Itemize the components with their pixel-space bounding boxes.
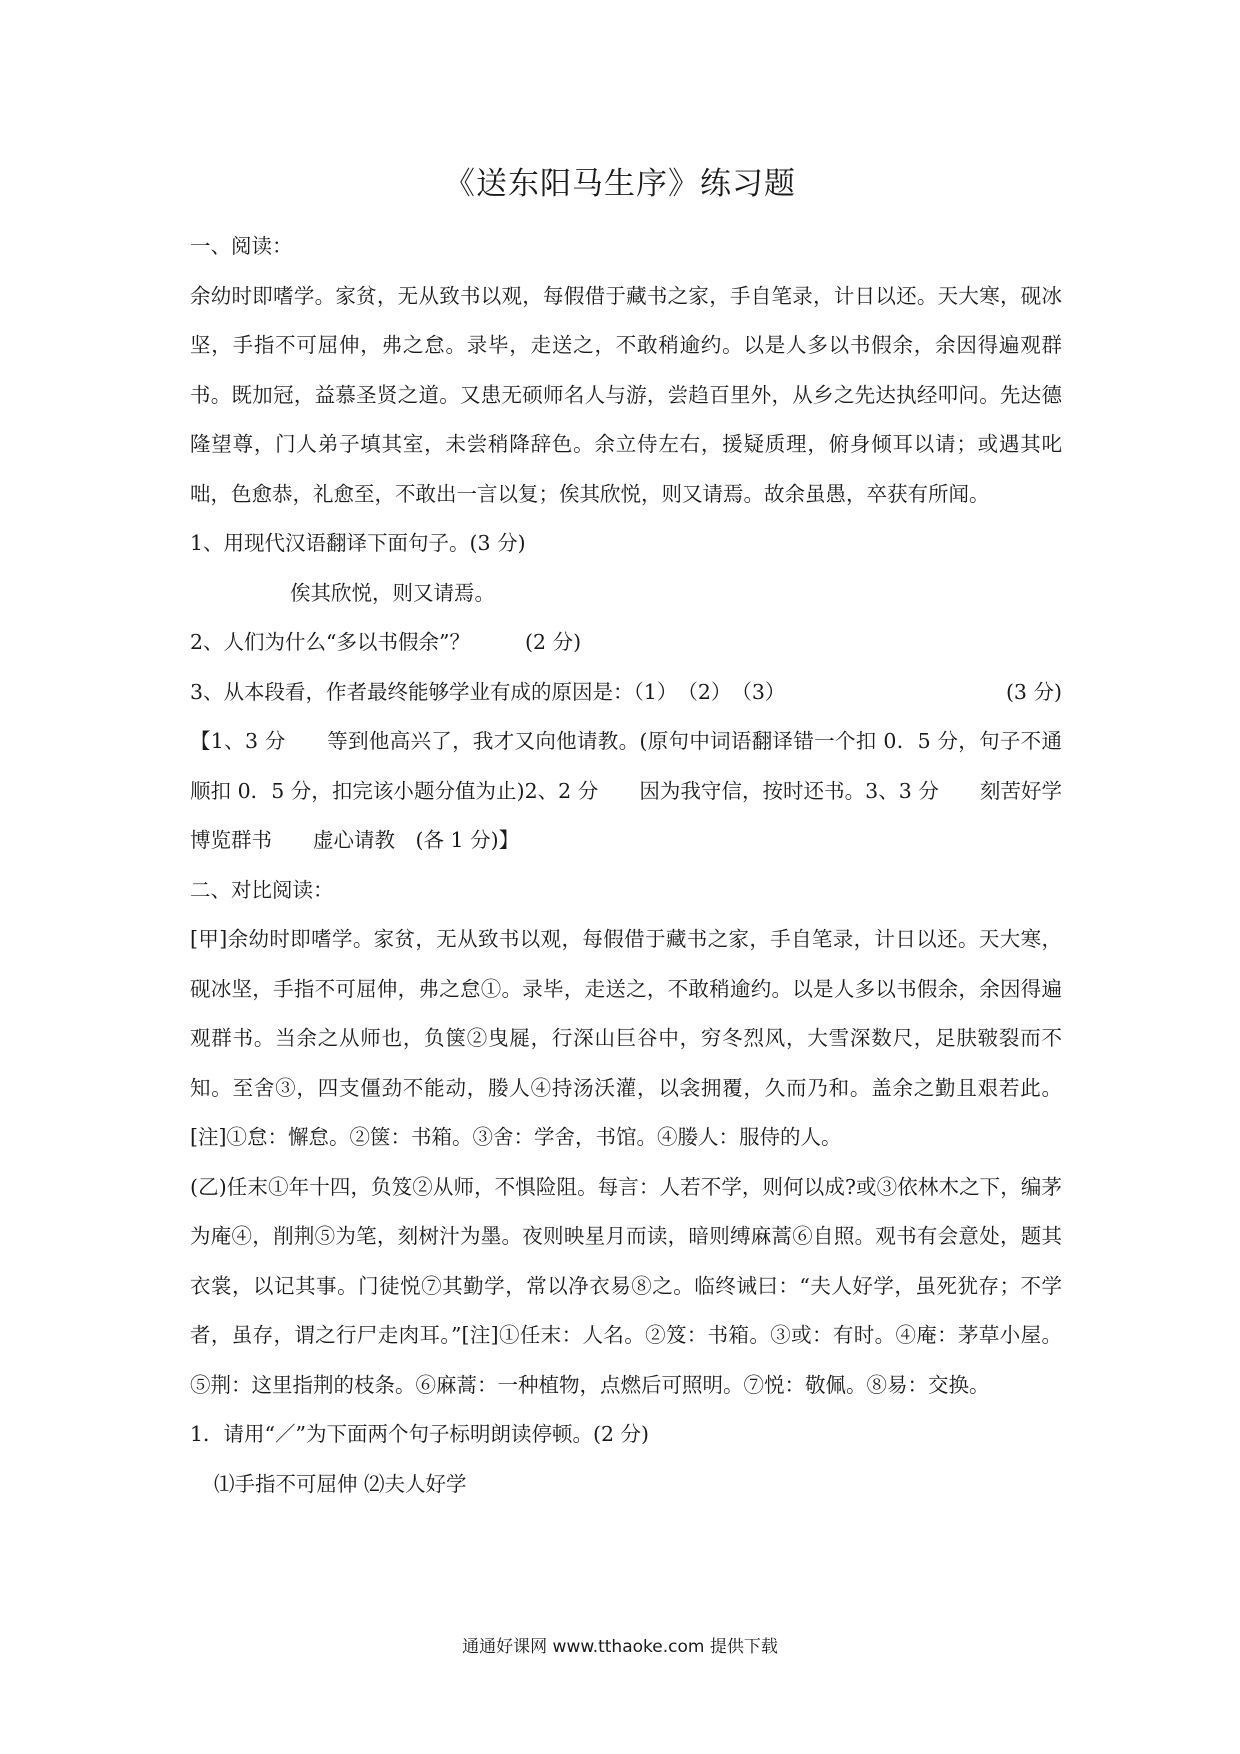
question-1-sentence: 俟其欣悦，则又请焉。	[290, 580, 495, 605]
document-body	[190, 222, 1103, 1509]
passage-yi: (乙)任末①年十四，负笈②从师，不惧险阻。每言：人若不学，则何以成?或③依林木之下，编茅为庵④，削荆⑤为笔，刻树汁为墨。夜则映星月而读，暗则缚麻蒿⑥自照。观书有会意处，题其衣裳，以记其事。门徒悦⑦其勤学，常以净衣易⑧之。临终诫曰：“夫人好学，虽死犹存；不学者，虽存，谓之行尸走肉耳。”[注]①任末：人名。②笈：书箱。③或：有时。④庵：茅草小屋。⑤荆：这里指荆的枝条。⑥麻蒿：一种植物，点燃后可照明。⑦悦：敬佩。⑧易：交换。	[190, 1174, 1062, 1397]
section-heading-reading: 一、阅读：	[190, 234, 293, 258]
comparison-question-1-items: ⑴手指不可屈伸 ⑵夫人好学	[214, 1471, 467, 1496]
footer-credit: 通通好课网 www.tthaoke.com 提供下载	[462, 1637, 778, 1657]
passage-jia: [甲]余幼时即嗜学。家贫，无从致书以观，每假借于藏书之家，手自笔录，计日以还。天大寒，砚冰坚，手指不可屈伸，弗之怠①。录毕，走送之，不敢稍逾约。以是人多以书假余，余因得遍观群书。当余之从师也，负箧②曳屣，行深山巨谷中，穷冬烈风，大雪深数尺，足肤皲裂而不知。至舍③，四支僵劲不能动，媵人④持汤沃灌，以衾拥覆，久而乃和。盖余之勤且艰若此。[注]①怠：懈怠。②箧：书箱。③舍：学舍，书馆。④媵人：服侍的人。	[190, 927, 1062, 1149]
comparison-question-1: 1．请用“／”为下面两个句子标明朗读停顿。(2 分)	[190, 1422, 650, 1446]
question-2	[190, 618, 1062, 668]
answer-key: 【1、3 分 等到他高兴了，我才又向他请教。(原句中词语翻译错一个扣 0．5 分，句子不通顺扣 0．5 分，扣完该小题分值为止)2、2 分 因为我守信，按时还书。3、3 分 刻苦好学 博览群书 虚心请教 (各 1 分)】	[190, 729, 1103, 852]
question-3-text: 3、从本段看，作者最终能够学业有成的原因是：（1） （2） （3）	[190, 679, 786, 704]
question-3	[190, 668, 1062, 718]
page-title: 《送东阳马生序》练习题	[444, 166, 796, 202]
question-2-text: 2、人们为什么“多以书假余”？	[190, 630, 471, 654]
question-1: 1、用现代汉语翻译下面句子。(3 分)	[190, 531, 526, 555]
question-2-score: (2 分)	[525, 630, 582, 654]
reading-passage: 余幼时即嗜学。家贫，无从致书以观，每假借于藏书之家，手自笔录，计日以还。天大寒，砚冰坚，手指不可屈伸，弗之怠。录毕，走送之，不敢稍逾约。以是人多以书假余，余因得遍观群书。既加冠，益慕圣贤之道。又患无硕师名人与游，尝趋百里外，从乡之先达执经叩问。先达德隆望尊，门人弟子填其室，未尝稍降辞色。余立侍左右，援疑质理，俯身倾耳以请；或遇其叱咄，色愈恭，礼愈至，不敢出一言以复；俟其欣悦，则又请焉。故余虽愚，卒获有所闻。	[190, 283, 1062, 506]
question-3-score: (3 分)	[1005, 679, 1062, 704]
section-heading-comparison: 二、对比阅读：	[190, 877, 334, 902]
